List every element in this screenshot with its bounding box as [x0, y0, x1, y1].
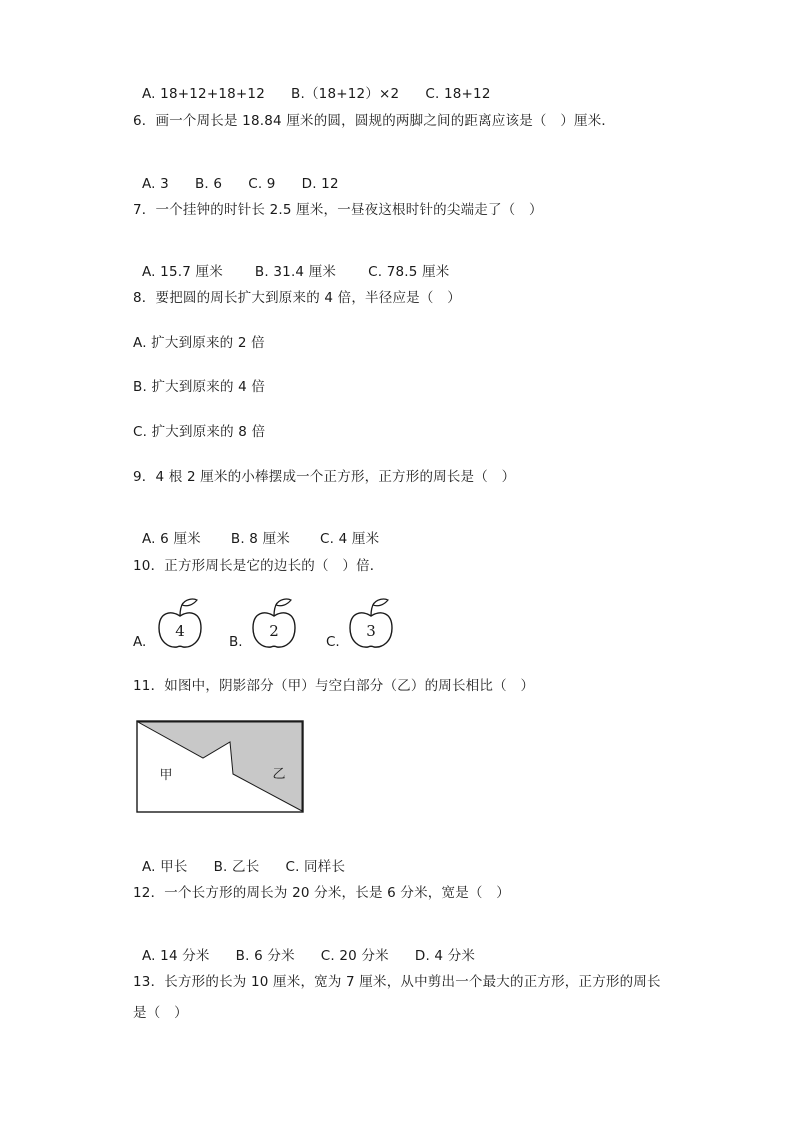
q12-option-a[interactable]: A. 14 分米: [141, 948, 210, 964]
svg-text:3: 3: [366, 622, 376, 640]
q12-option-d[interactable]: D. 4 分米: [414, 948, 476, 964]
q9-option-b[interactable]: B. 8 厘米: [230, 531, 290, 547]
q10-option-b-label: B.: [229, 634, 243, 650]
q10-question: 10．正方形周长是它的边长的（ ）倍．: [133, 558, 384, 574]
q9-question: 9．4 根 2 厘米的小棒摆成一个正方形，正方形的周长是（ ）: [133, 469, 516, 485]
q7-option-b[interactable]: B. 31.4 厘米: [254, 264, 337, 280]
apple-icon: [249, 596, 299, 652]
q8-option-b[interactable]: B. 扩大到原来的 4 倍: [133, 379, 266, 395]
q10-options: [133, 596, 433, 656]
apple-icon: [155, 596, 205, 652]
q12-option-b[interactable]: B. 6 分米: [235, 948, 295, 964]
q9-option-c[interactable]: C. 4 厘米: [319, 531, 380, 547]
q5-options: [133, 67, 491, 103]
q11-option-c[interactable]: C. 同样长: [285, 859, 346, 875]
q12-options: [133, 929, 475, 965]
q12-question: 12．一个长方形的周长为 20 分米，长是 6 分米，宽是（ ）: [133, 885, 511, 901]
q7-options: [133, 245, 449, 281]
q6-option-b[interactable]: B. 6: [194, 176, 223, 192]
q11-figure: [136, 720, 304, 813]
q7-option-c[interactable]: C. 78.5 厘米: [368, 264, 450, 280]
q12-option-c[interactable]: C. 20 分米: [320, 948, 389, 964]
q13-question-line1: 13．长方形的长为 10 厘米，宽为 7 厘米，从中剪出一个最大的正方形，正方形的周长: [133, 974, 661, 990]
q7-option-a[interactable]: A. 15.7 厘米: [141, 264, 223, 280]
q6-option-c[interactable]: C. 9: [248, 176, 276, 192]
q9-option-a[interactable]: A. 6 厘米: [141, 531, 201, 547]
q10-option-c-label: C.: [326, 634, 340, 650]
q5-option-b[interactable]: B.（18+12）×2: [291, 86, 400, 102]
q13-question-line2: 是（ ）: [133, 1005, 188, 1021]
q10-option-a-label: A.: [133, 634, 147, 650]
q8-option-a[interactable]: A. 扩大到原来的 2 倍: [133, 335, 265, 351]
q6-option-d[interactable]: D. 12: [301, 176, 339, 192]
q5-option-c[interactable]: C. 18+12: [425, 86, 491, 102]
svg-text:4: 4: [175, 622, 185, 640]
q11-question: 11．如图中，阴影部分（甲）与空白部分（乙）的周长相比（ ）: [133, 678, 535, 694]
q11-label-jia: 甲: [159, 768, 173, 783]
q11-option-b[interactable]: B. 乙长: [213, 859, 260, 875]
q5-option-a[interactable]: A. 18+12+18+12: [141, 86, 266, 102]
q8-option-c[interactable]: C. 扩大到原来的 8 倍: [133, 424, 266, 440]
q7-question: 7．一个挂钟的时针长 2.5 厘米，一昼夜这根时针的尖端走了（ ）: [133, 202, 543, 218]
q11-options: [133, 840, 345, 876]
q9-options: [133, 512, 379, 548]
q8-question: 8．要把圆的周长扩大到原来的 4 倍，半径应是（ ）: [133, 290, 461, 306]
q11-label-yi: 乙: [272, 767, 286, 782]
svg-text:2: 2: [269, 622, 279, 640]
q6-options: [133, 157, 339, 193]
q11-option-a[interactable]: A. 甲长: [141, 859, 188, 875]
q6-question: 6．画一个周长是 18.84 厘米的圆，圆规的两脚之间的距离应该是（ ）厘米．: [133, 113, 616, 129]
apple-icon: [346, 596, 396, 652]
q6-option-a[interactable]: A. 3: [141, 176, 169, 192]
